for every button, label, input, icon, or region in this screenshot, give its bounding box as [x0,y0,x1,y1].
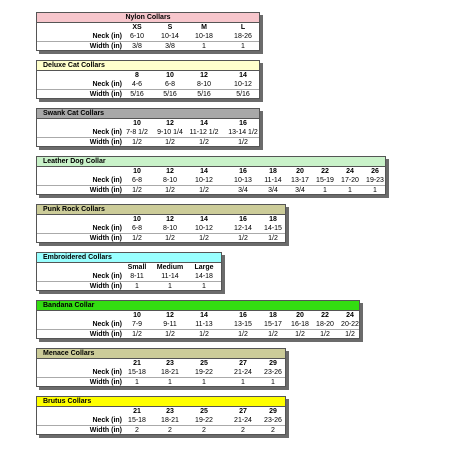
size-row [37,359,285,368]
chart-title: Leather Dog Collar [37,157,385,167]
size-chart-bandana [36,300,360,339]
width-cell: 3/8 [132,43,142,50]
neck-cell: 7-8 1/2 [126,129,148,136]
sizes-cell: 10 [133,120,141,127]
neck-cell: 9-10 1/4 [157,129,183,136]
sizes-cell: 10 [133,216,141,223]
sizes-cell: 16 [239,168,247,175]
size-row [37,119,259,128]
sizes-cell: 26 [371,168,379,175]
neck-row [37,32,259,41]
sizes-cell: 21 [133,408,141,415]
neck-cell: 8-10 [162,177,177,184]
width-cell: 1 [135,283,139,290]
neck-cell: 6-8 [131,225,143,232]
size-row [37,71,259,80]
sizes-cell: 14 [200,120,208,127]
width-cell: 1/2 [165,187,175,194]
sizes-cell: 22 [321,312,329,319]
width-cell: 1/2 [238,331,248,338]
sizes-cell: 20 [296,312,304,319]
sizes-cell: 18 [269,168,277,175]
neck-cell: 11-14 [264,177,282,184]
width-cell: 3/8 [165,43,175,50]
sizes-cell: 16 [239,216,247,223]
neck-label: Neck (in) [92,417,122,424]
neck-cell: 8-11 [130,273,144,280]
width-cell: 5/16 [236,91,250,98]
neck-row [37,272,221,281]
width-row [37,377,285,386]
sizes-cell: 25 [200,408,208,415]
width-row [37,185,385,194]
neck-label: Neck (in) [92,369,122,376]
neck-label: Neck (in) [92,177,122,184]
neck-cell: 11-12 1/2 [189,129,219,136]
sizes-cell: 10 [133,312,141,319]
sizes-cell: 29 [269,360,277,367]
sizes-cell: 14 [200,216,208,223]
width-cell: 1/2 [132,331,142,338]
sizes-cell: 10 [166,72,174,79]
neck-row [37,80,259,89]
neck-cell: 13-15 [234,321,252,328]
neck-cell: 21-24 [234,417,252,424]
sizes-cell: 14 [200,168,208,175]
width-cell: 2 [241,427,245,434]
width-cell: 3/4 [268,187,278,194]
width-cell: 1/2 [199,235,209,242]
neck-row [37,320,359,329]
width-label: Width (in) [89,235,122,242]
width-cell: 1/2 [268,331,278,338]
sizes-cell: 18 [269,312,277,319]
width-cell: 1 [202,43,206,50]
sizes-cell: 10 [133,168,141,175]
sizes-cell: 21 [133,360,141,367]
neck-cell: 4-6 [131,81,143,88]
neck-row [37,416,285,425]
width-cell: 2 [271,427,275,434]
width-label: Width (in) [89,427,122,434]
neck-label: Neck (in) [92,273,122,280]
width-row [37,329,359,338]
width-cell: 1/2 [165,139,175,146]
sizes-cell: 20 [296,168,304,175]
size-chart-brutus [36,396,286,435]
sizes-cell: 22 [321,168,329,175]
width-cell: 1/2 [132,187,142,194]
size-row [37,23,259,32]
width-label: Width (in) [89,139,122,146]
sizes-cell: 12 [166,312,174,319]
chart-title: Embroidered Collars [37,253,221,263]
chart-title: Swank Cat Collars [37,109,259,119]
width-cell: 1 [241,379,245,386]
sizes-cell: 27 [239,360,247,367]
neck-cell: 18-20 [316,321,334,328]
width-cell: 1/2 [345,331,355,338]
neck-cell: 18-26 [234,33,252,40]
neck-cell: 23-26 [264,369,282,376]
sizes-cell: 25 [200,360,208,367]
neck-cell: 10-14 [161,33,179,40]
neck-cell: 6-8 [131,177,143,184]
width-cell: 1/2 [165,331,175,338]
width-cell: 1 [323,187,327,194]
sizes-cell: 29 [269,408,277,415]
neck-row [37,176,385,185]
width-cell: 1/2 [295,331,305,338]
chart-title: Brutus Collars [37,397,285,407]
sizes-cell: Large [194,264,214,271]
width-cell: 1 [373,187,377,194]
sizes-cell: XS [132,24,142,31]
width-row [37,233,285,242]
width-label: Width (in) [89,43,122,50]
neck-cell: 16-18 [291,321,309,328]
width-cell: 3/4 [295,187,305,194]
width-label: Width (in) [89,283,122,290]
width-label: Width (in) [89,379,122,386]
width-cell: 1/2 [238,139,248,146]
neck-cell: 19-22 [195,417,213,424]
neck-cell: 6-8 [164,81,176,88]
neck-cell: 23-26 [264,417,282,424]
neck-cell: 10-18 [195,33,213,40]
width-cell: 1 [202,283,206,290]
neck-cell: 10-12 [195,225,213,232]
sizes-cell: 27 [239,408,247,415]
width-cell: 1 [241,43,245,50]
neck-cell: 12-14 [234,225,252,232]
neck-cell: 19-22 [195,369,213,376]
width-cell: 1 [168,283,172,290]
neck-cell: 11-13 [195,321,213,328]
size-chart-leather-dog [36,156,386,195]
size-row [37,263,221,272]
neck-label: Neck (in) [92,225,122,232]
sizes-cell: 24 [346,312,354,319]
neck-cell: 10-13 [234,177,252,184]
neck-cell: 15-18 [128,369,146,376]
sizes-cell: 14 [200,312,208,319]
neck-cell: 19-23 [366,177,384,184]
neck-label: Neck (in) [92,33,122,40]
sizes-cell: 23 [166,408,174,415]
sizes-cell: 12 [166,216,174,223]
size-chart-punk-rock [36,204,286,243]
neck-label: Neck (in) [92,81,122,88]
width-cell: 2 [202,427,206,434]
width-row [37,281,221,290]
width-row [37,41,259,50]
neck-cell: 11-14 [161,273,179,280]
width-cell: 1 [271,379,275,386]
width-cell: 2 [168,427,172,434]
width-cell: 1/2 [132,139,142,146]
width-row [37,137,259,146]
neck-row [37,128,259,137]
neck-cell: 10-12 [195,177,213,184]
neck-label: Neck (in) [92,321,122,328]
sizes-cell: 14 [239,72,247,79]
sizes-cell: 12 [166,120,174,127]
size-chart-menace [36,348,286,387]
width-cell: 1/2 [238,235,248,242]
width-row [37,89,259,98]
size-row [37,215,285,224]
width-cell: 1 [135,379,139,386]
neck-cell: 7-9 [131,321,143,328]
neck-cell: 10-12 [234,81,252,88]
sizes-cell: 24 [346,168,354,175]
chart-title: Menace Collars [37,349,285,359]
neck-cell: 17-20 [341,177,359,184]
neck-cell: 15-17 [264,321,282,328]
sizes-cell: S [167,24,173,31]
width-cell: 1 [168,379,172,386]
neck-cell: 9-11 [163,321,177,328]
chart-title: Bandana Collar [37,301,359,311]
neck-cell: 14-15 [264,225,282,232]
width-cell: 3/4 [238,187,248,194]
width-cell: 1/2 [199,331,209,338]
size-row [37,407,285,416]
size-chart-swank-cat [36,108,260,147]
width-cell: 5/16 [197,91,211,98]
sizes-cell: 18 [269,216,277,223]
sizes-cell: 12 [200,72,208,79]
sizes-cell: 16 [239,312,247,319]
sizes-cell: 12 [166,168,174,175]
neck-cell: 14-18 [195,273,213,280]
neck-cell: 18-21 [161,369,179,376]
neck-label: Neck (in) [92,129,122,136]
neck-cell: 6-10 [129,33,144,40]
width-label: Width (in) [89,187,122,194]
width-cell: 1/2 [165,235,175,242]
neck-cell: 21-24 [234,369,252,376]
width-label: Width (in) [89,91,122,98]
neck-cell: 15-19 [316,177,334,184]
size-row [37,167,385,176]
neck-row [37,224,285,233]
chart-title: Deluxe Cat Collars [37,61,259,71]
neck-cell: 18-21 [161,417,179,424]
neck-cell: 13-14 1/2 [228,129,258,136]
chart-title: Punk Rock Collars [37,205,285,215]
neck-cell: 15-18 [128,417,146,424]
sizes-cell: L [240,24,246,31]
width-cell: 1 [348,187,352,194]
width-label: Width (in) [89,331,122,338]
sizes-cell: 8 [135,72,139,79]
size-chart-deluxe-cat [36,60,260,99]
sizes-cell: M [201,24,207,31]
size-chart-nylon [36,12,260,51]
width-cell: 2 [135,427,139,434]
width-cell: 5/16 [163,91,177,98]
width-row [37,425,285,434]
width-cell: 1/2 [320,331,330,338]
sizes-cell: 16 [239,120,247,127]
chart-title: Nylon Collars [37,13,259,23]
size-chart-embroidered [36,252,222,291]
width-cell: 5/16 [130,91,144,98]
neck-cell: 20-22 [341,321,359,328]
sizes-cell: Small [127,264,147,271]
width-cell: 1 [202,379,206,386]
neck-row [37,368,285,377]
width-cell: 1/2 [199,187,209,194]
neck-cell: 13-17 [291,177,309,184]
sizes-cell: 23 [166,360,174,367]
sizes-cell: Medium [156,264,184,271]
width-cell: 1/2 [132,235,142,242]
width-cell: 1/2 [199,139,209,146]
width-cell: 1/2 [268,235,278,242]
size-row [37,311,359,320]
neck-cell: 8-10 [196,81,211,88]
neck-cell: 8-10 [162,225,177,232]
